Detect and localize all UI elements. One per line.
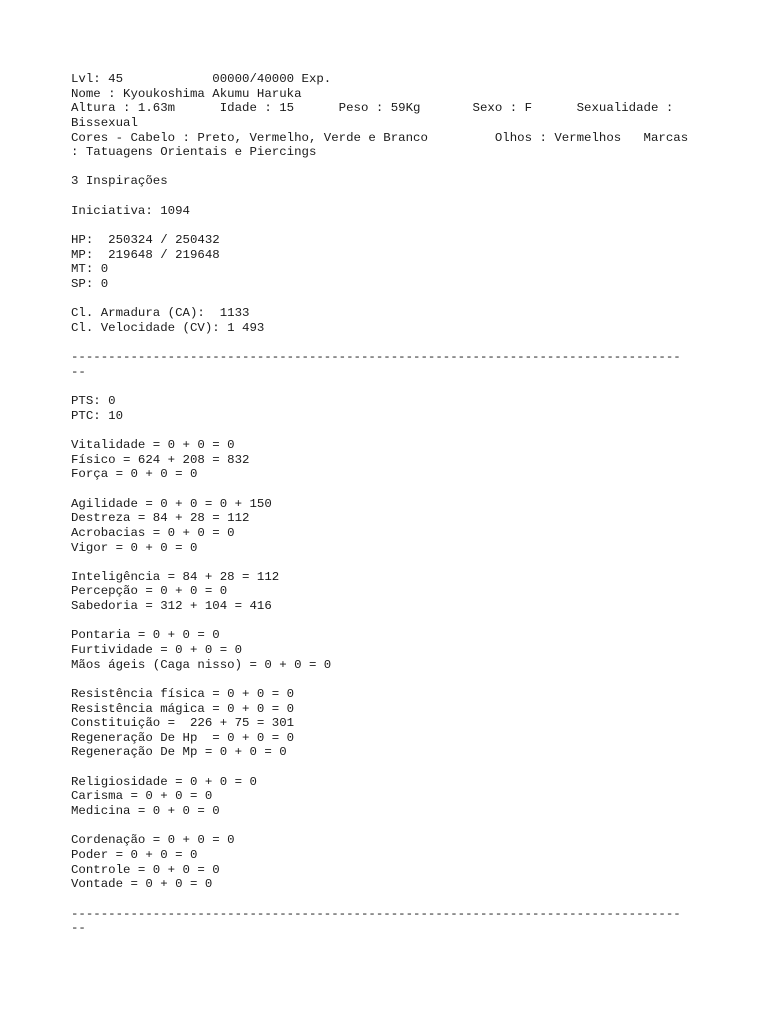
attribute-line: Regeneração De Mp = 0 + 0 = 0 xyxy=(71,745,287,760)
attribute-line: Resistência mágica = 0 + 0 = 0 xyxy=(71,701,295,716)
physical-info-line: Altura : 1.63m Idade : 15 Peso : 59Kg Sexo : F Sexualidade : xyxy=(71,101,674,116)
blank-line xyxy=(71,482,711,497)
sp-line: SP: 0 xyxy=(71,276,109,291)
speed-class-line: Cl. Velocidade (CV): 1 493 xyxy=(71,320,265,335)
blank-line xyxy=(71,555,711,570)
attribute-line: Inteligência = 84 + 28 = 112 xyxy=(71,569,280,584)
attribute-line: Regeneração De Hp = 0 + 0 = 0 xyxy=(71,730,295,745)
attribute-line: Poder = 0 + 0 = 0 xyxy=(71,847,198,862)
blank-line xyxy=(71,218,711,233)
attribute-line: Acrobacias = 0 + 0 = 0 xyxy=(71,525,235,540)
blank-line xyxy=(71,614,711,629)
divider-line-cont: -- xyxy=(71,921,86,936)
physical-info-line-cont: Bissexual xyxy=(71,115,138,130)
colors-line-cont: : Tatuagens Orientais e Piercings xyxy=(71,145,317,160)
initiative-line: Iniciativa: 1094 xyxy=(71,203,190,218)
blank-line xyxy=(71,892,711,907)
attribute-line: Vigor = 0 + 0 = 0 xyxy=(71,540,198,555)
blank-line xyxy=(71,760,711,775)
blank-line xyxy=(71,160,711,175)
armor-class-line: Cl. Armadura (CA): 1133 xyxy=(71,306,250,321)
attribute-line: Controle = 0 + 0 = 0 xyxy=(71,862,220,877)
blank-line xyxy=(71,336,711,351)
ptc-line: PTC: 10 xyxy=(71,408,124,423)
attribute-line: Agilidade = 0 + 0 = 0 + 150 xyxy=(71,496,272,511)
hp-line: HP: 250324 / 250432 xyxy=(71,233,220,248)
attribute-line: Cordenação = 0 + 0 = 0 xyxy=(71,833,235,848)
blank-line xyxy=(71,292,711,307)
character-sheet-text xyxy=(71,72,711,936)
divider-line: ---------------------------------------------------------------------------------- xyxy=(71,350,681,365)
attribute-line: Sabedoria = 312 + 104 = 416 xyxy=(71,599,272,614)
attribute-line: Vontade = 0 + 0 = 0 xyxy=(71,877,213,892)
attribute-line: Destreza = 84 + 28 = 112 xyxy=(71,511,250,526)
colors-line: Cores - Cabelo : Preto, Vermelho, Verde e Branco Olhos : Vermelhos Marcas xyxy=(71,130,689,145)
divider-line: ---------------------------------------------------------------------------------- xyxy=(71,906,681,921)
attribute-line: Medicina = 0 + 0 = 0 xyxy=(71,804,220,819)
attribute-line: Vitalidade = 0 + 0 = 0 xyxy=(71,438,235,453)
level-line: Lvl: 45 00000/40000 Exp. xyxy=(71,72,332,86)
blank-line xyxy=(71,379,711,394)
attribute-line: Furtividade = 0 + 0 = 0 xyxy=(71,642,243,657)
attribute-line: Religiosidade = 0 + 0 = 0 xyxy=(71,774,257,789)
attribute-line: Pontaria = 0 + 0 = 0 xyxy=(71,628,220,643)
attribute-line: Percepção = 0 + 0 = 0 xyxy=(71,584,228,599)
attribute-line: Físico = 624 + 208 = 832 xyxy=(71,452,250,467)
attribute-line: Carisma = 0 + 0 = 0 xyxy=(71,789,213,804)
name-line: Nome : Kyoukoshima Akumu Haruka xyxy=(71,86,302,101)
attribute-line: Constituição = 226 + 75 = 301 xyxy=(71,716,295,731)
blank-line xyxy=(71,672,711,687)
divider-line-cont: -- xyxy=(71,364,86,379)
pts-line: PTS: 0 xyxy=(71,394,116,409)
mt-line: MT: 0 xyxy=(71,262,109,277)
blank-line xyxy=(71,423,711,438)
inspirations-line: 3 Inspirações xyxy=(71,174,168,189)
attribute-line: Resistência física = 0 + 0 = 0 xyxy=(71,686,295,701)
blank-line xyxy=(71,189,711,204)
attribute-line: Força = 0 + 0 = 0 xyxy=(71,467,198,482)
attribute-line: Mãos ágeis (Caga nisso) = 0 + 0 = 0 xyxy=(71,657,332,672)
mp-line: MP: 219648 / 219648 xyxy=(71,247,220,262)
blank-line xyxy=(71,819,711,834)
